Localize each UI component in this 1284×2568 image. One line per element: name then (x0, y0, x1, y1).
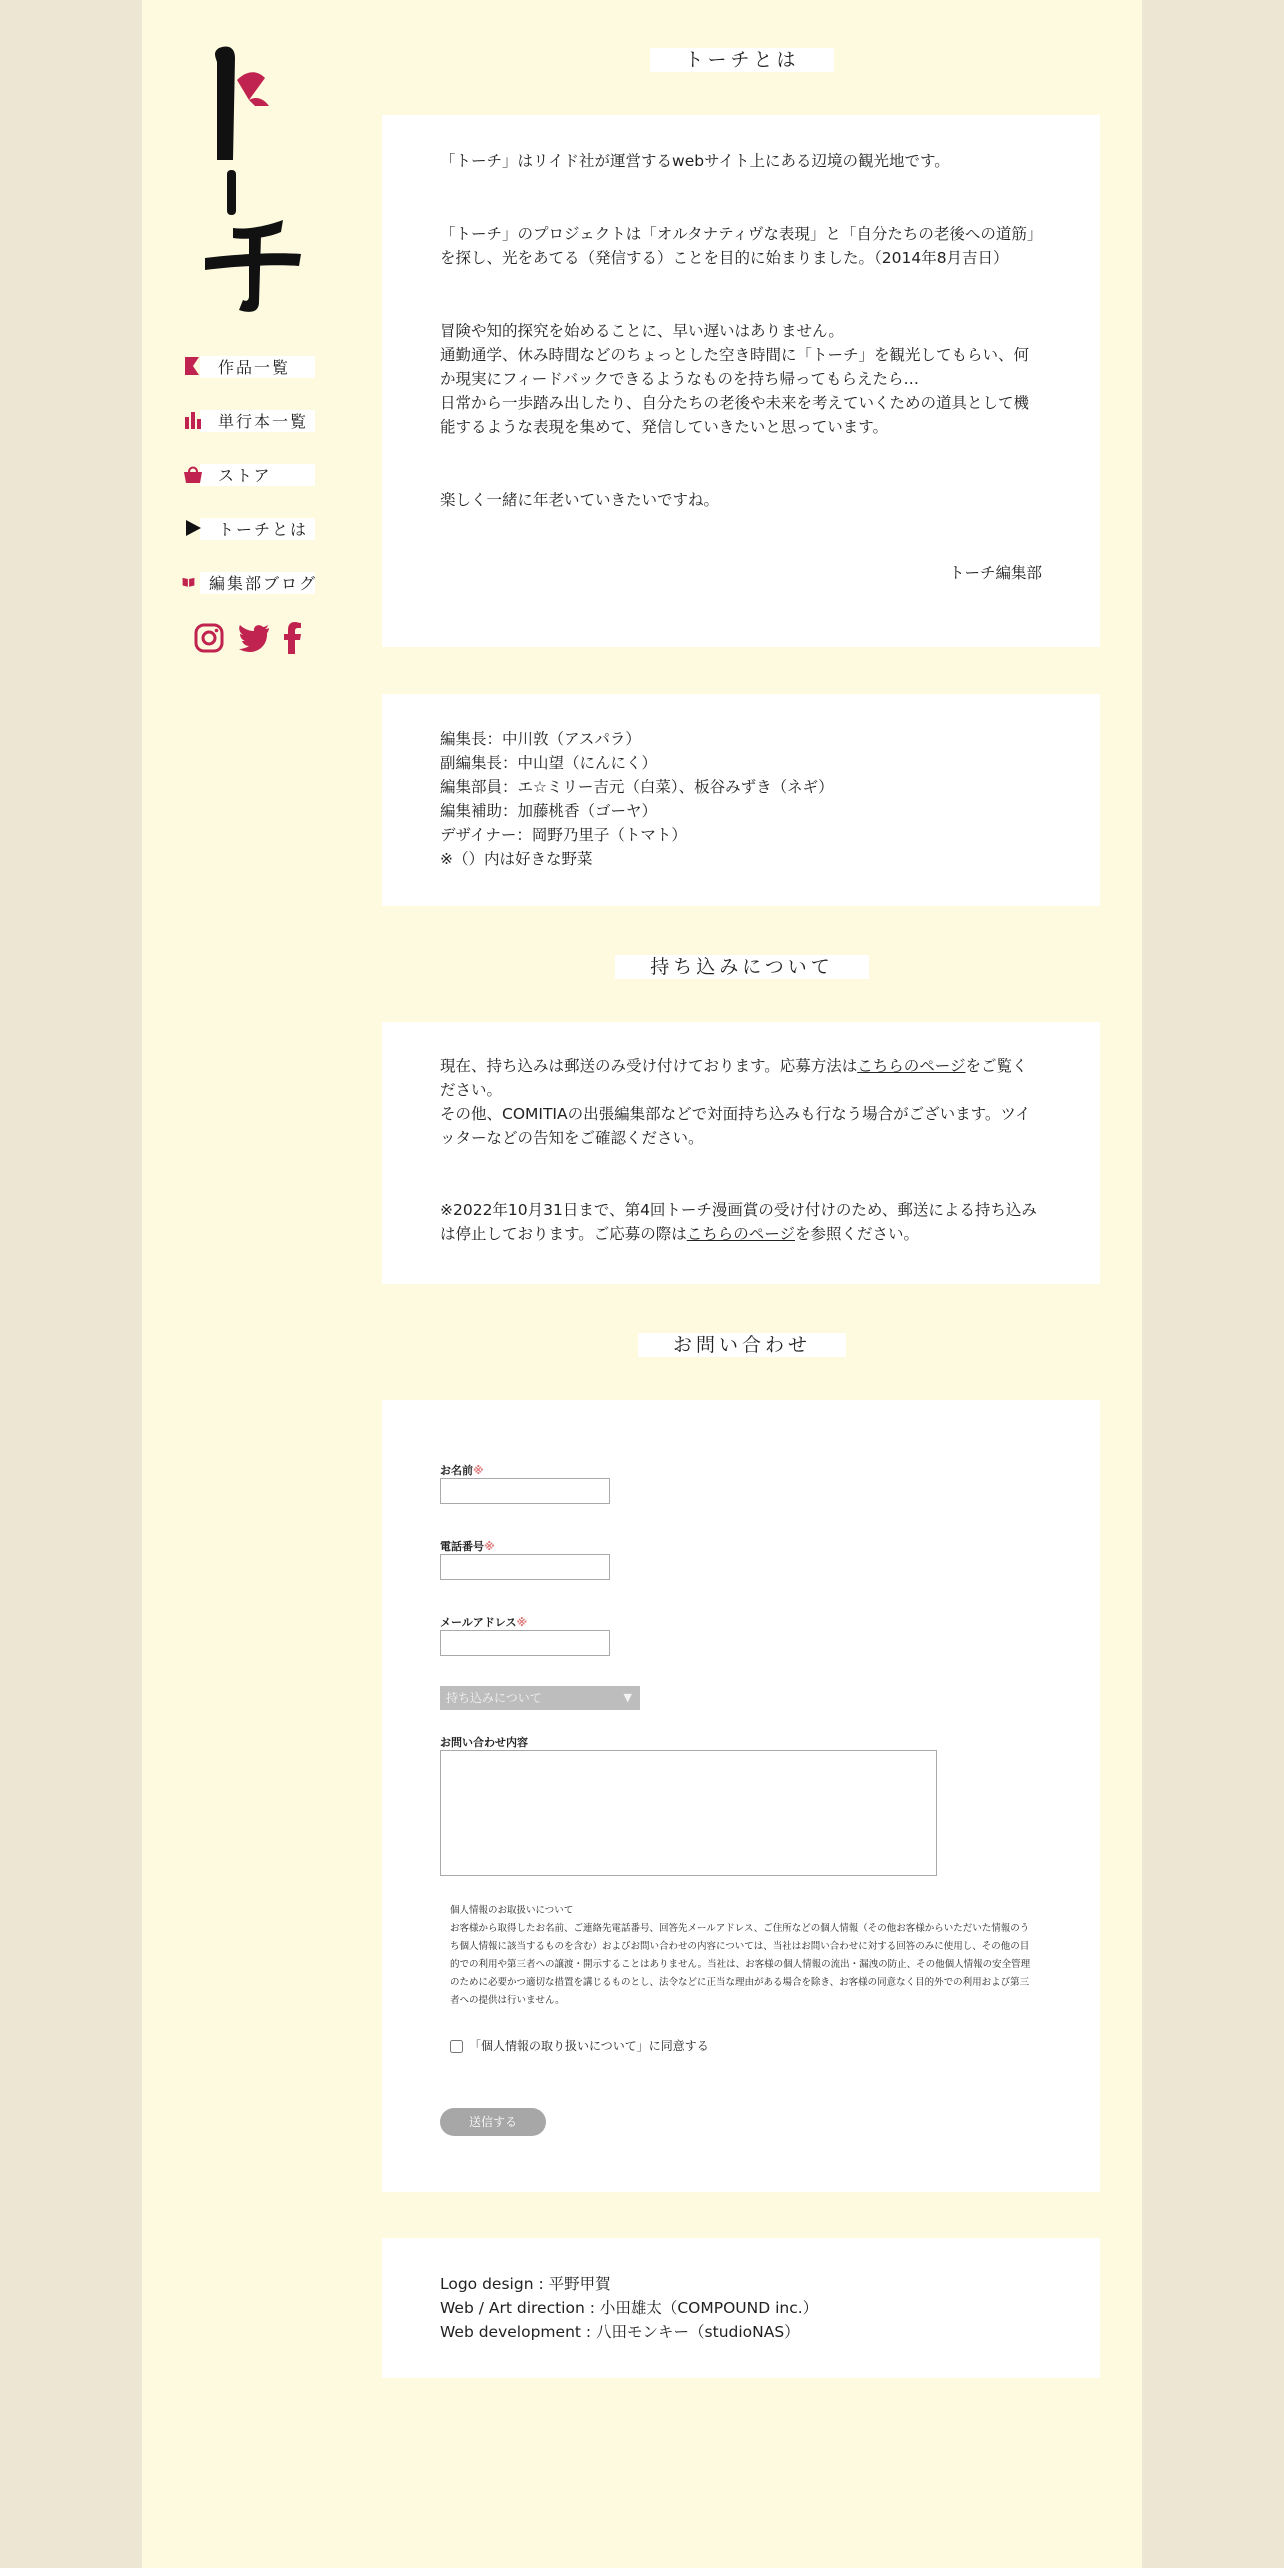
about-paragraph: 「トーチ」のプロジェクトは「オルタナティヴな表現」と「自分たちの老後への道筋」を探し、光をあてる（発信する）ことを目的に始まりました。（2014年8月吉日） (440, 225, 1035, 267)
message-label: お問い合わせ内容 (440, 1736, 528, 1749)
staff-line: デザイナー：岡野乃里子（トマト） (440, 826, 687, 844)
instagram-icon[interactable] (194, 623, 224, 653)
staff-line: 編集長：中川敦（アスパラ） (440, 730, 641, 748)
about-paragraph: 冒険や知的探究を始めることに、早い遅いはありません。 (440, 322, 844, 340)
inquiry-type-select[interactable] (440, 1686, 640, 1710)
email-label-text: メールアドレス (440, 1616, 517, 1629)
open-book-icon (182, 571, 195, 593)
credit-line: Web development : 八田モンキー（studioNAS） (440, 2323, 800, 2341)
message-textarea[interactable] (440, 1750, 937, 1876)
torch-logo[interactable] (197, 40, 312, 320)
bookmark-icon (182, 355, 204, 377)
nav-label-blog: 編集部ブログ (208, 573, 317, 593)
submission-text: を参照ください。 (794, 1225, 919, 1243)
submission-text: をご覧ください。 (440, 1057, 1028, 1099)
nav-item-blog[interactable] (182, 568, 317, 596)
staff-line: 副編集長：中山望（にんにく） (440, 754, 658, 772)
phone-label (440, 1540, 1042, 1554)
required-mark: ※ (473, 1464, 484, 1477)
about-signature: トーチ編集部 (948, 564, 1042, 582)
triangle-down-icon: ▼ (623, 1691, 632, 1704)
name-label (440, 1464, 1042, 1478)
staff-card (382, 694, 1100, 906)
credit-line: Logo design : 平野甲賀 (440, 2275, 611, 2293)
twitter-icon[interactable] (238, 624, 270, 652)
nav-item-works[interactable] (182, 352, 317, 380)
phone-input[interactable] (440, 1554, 610, 1580)
basket-icon (182, 463, 204, 485)
facebook-icon[interactable] (284, 622, 302, 654)
staff-line: 編集補助：加藤桃香（ゴーヤ） (440, 802, 658, 820)
page-container (142, 0, 1142, 2568)
nav-label-store: ストア (218, 465, 272, 485)
nav-label-works: 作品一覧 (218, 357, 291, 377)
about-card (382, 115, 1100, 647)
about-paragraph: 「トーチ」はリイド社が運営するwebサイト上にある辺境の観光地です。 (440, 152, 950, 170)
name-label-text: お名前 (440, 1464, 473, 1477)
email-label (440, 1616, 1042, 1630)
about-paragraph: 日常から一歩踏み出したり、自分たちの老後や未来を考えていくための道具として機能するような表現を集めて、発信していきたいと思っています。 (440, 394, 1030, 436)
credits-card (382, 2238, 1100, 2378)
privacy-agree-label: 「個人情報の取り扱いについて」に同意する (469, 2039, 709, 2053)
books-icon (182, 409, 204, 431)
nav-label-about: トーチとは (218, 519, 309, 539)
about-paragraph: 通勤通学、休み時間などのちょっとした空き時間に「トーチ」を観光してもらい、何か現実にフィードバックできるようなものを持ち帰ってもらえたら… (440, 346, 1030, 388)
credit-line: Web / Art direction : 小田雄太（COMPOUND inc.） (440, 2299, 819, 2317)
inquiry-type-value: 持ち込みについて (446, 1691, 542, 1705)
nav-item-books[interactable] (182, 406, 317, 434)
nav-item-store[interactable] (182, 460, 317, 488)
award-link[interactable]: こちらのページ (686, 1225, 795, 1243)
staff-line: ※（）内は好きな野菜 (440, 850, 593, 868)
privacy-title: 個人情報のお取扱いについて (450, 1905, 574, 1916)
submission-paragraph: その他、COMITIAの出張編集部などで対面持ち込みも行なう場合がございます。ツイッターなどの告知をご確認ください。 (440, 1105, 1031, 1147)
submission-card (382, 1022, 1100, 1284)
submission-section-title: 持ち込みについて (615, 955, 869, 979)
email-input[interactable] (440, 1630, 610, 1656)
play-icon (182, 517, 204, 539)
about-section-title: トーチとは (650, 48, 834, 72)
social-links (194, 622, 302, 654)
privacy-agree-checkbox[interactable] (450, 2040, 463, 2053)
submission-text: 現在、持ち込みは郵送のみ受け付けております。応募方法は (440, 1057, 858, 1075)
privacy-notice (440, 1902, 1042, 2010)
name-input[interactable] (440, 1478, 610, 1504)
contact-form-card (382, 1400, 1100, 2192)
nav-item-about[interactable] (182, 514, 317, 542)
contact-section-title: お問い合わせ (638, 1333, 846, 1357)
submission-paragraph (440, 1198, 1042, 1246)
submission-paragraph (440, 1054, 1042, 1102)
staff-line: 編集部員：エ☆ミリー吉元（白菜）、板谷みずき（ネギ） (440, 778, 834, 796)
submit-button[interactable]: 送信する (440, 2108, 546, 2136)
submission-link[interactable]: こちらのページ (857, 1057, 966, 1075)
required-mark: ※ (516, 1616, 528, 1629)
privacy-text: お客様から取得したお名前、ご連絡先電話番号、回答先メールアドレス、ご住所などの個人情報（その他お客様からいただいた情報のうち個人情報に該当するものを含む）およびお問い合わせの内容については、当社はお問い合わせに対する回答のみに使用し、その他の目的での利用や第三者への譲渡・開示することはありません。当社は、お客様の個人情報の流出・漏洩の防止、その他個人情報の安全管理のために必要かつ適切な措置を講じるものとし、法令などに正当な理由がある場合を除き、お客様の同意なく目的外での利用および第三者への提供は行いません。 (450, 1923, 1031, 2006)
nav-label-books: 単行本一覧 (218, 411, 309, 431)
submission-text: ※2022年10月31日まで、第4回トーチ漫画賞の受け付けのため、郵送による持ち込みは停止しております。ご応募の際は (440, 1201, 1037, 1243)
side-nav (182, 352, 317, 622)
privacy-agree-row[interactable] (440, 2034, 1042, 2058)
about-paragraph: 楽しく一緒に年老いていきたいですね。 (440, 491, 720, 509)
required-mark: ※ (484, 1540, 495, 1553)
phone-label-text: 電話番号 (440, 1540, 484, 1553)
